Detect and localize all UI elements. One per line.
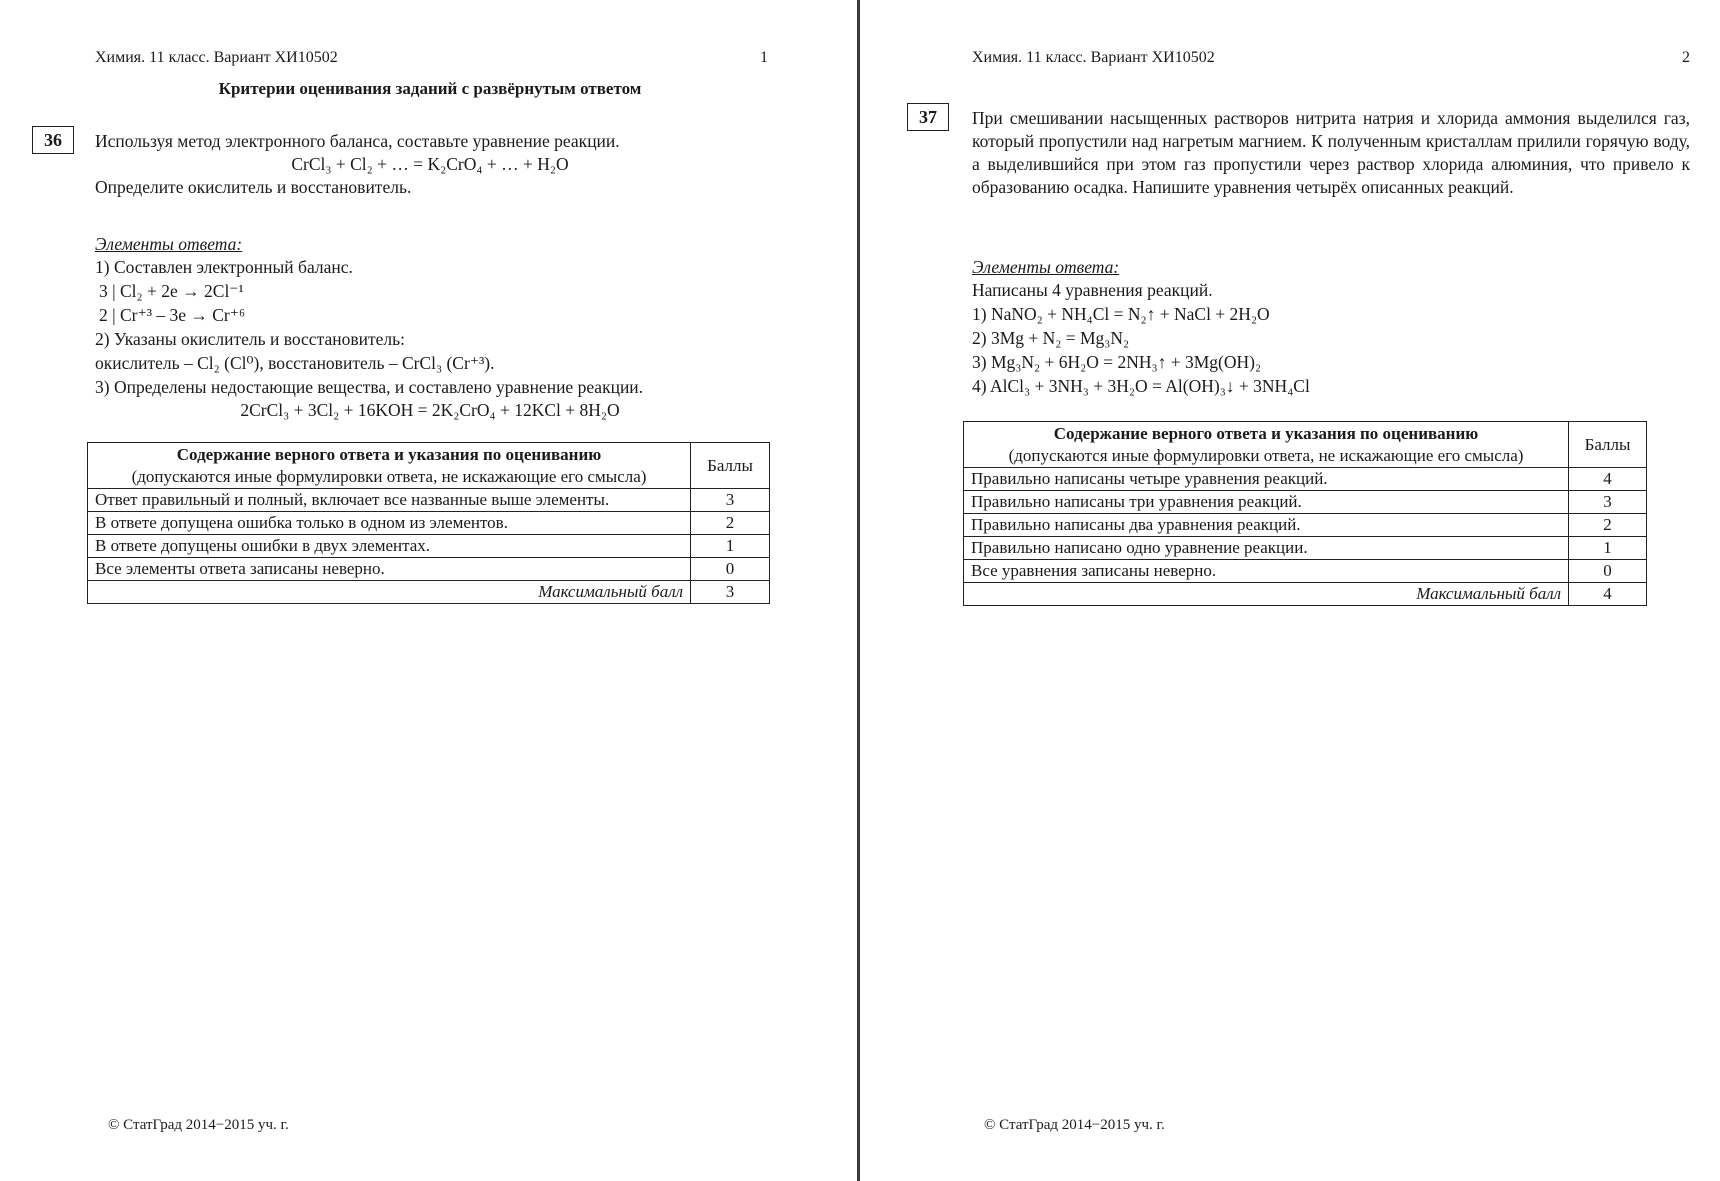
max-score-value: 4 bbox=[1569, 583, 1647, 606]
equation-line: 2) 3Mg + N₂ = Mg₃N₂ bbox=[972, 328, 1130, 348]
task-number-box: 36 bbox=[32, 126, 74, 154]
header-note: (допускаются иные формулировки ответа, не искажающие его смысла) bbox=[1008, 446, 1524, 465]
equation-line: 3) Mg₃N₂ + 6H₂O = 2NH₃↑ + 3Mg(OH)₂ bbox=[972, 352, 1262, 372]
max-score-label: Максимальный балл bbox=[88, 581, 691, 604]
answer-equation: 2CrCl₃ + 3Cl₂ + 16KOH = 2K₂CrO₄ + 12KCl + 8H₂O bbox=[240, 400, 620, 420]
page-number: 2 bbox=[1682, 49, 1690, 66]
row-text: В ответе допущены ошибки в двух элементах. bbox=[88, 535, 691, 558]
footer: © СтатГрад 2014−2015 уч. г. bbox=[108, 1117, 289, 1133]
max-score-row bbox=[964, 583, 1647, 606]
task-number-box: 37 bbox=[907, 103, 949, 131]
table-row bbox=[964, 560, 1647, 583]
table-row bbox=[88, 558, 770, 581]
left-page bbox=[0, 0, 858, 1181]
header-content-cell bbox=[964, 422, 1569, 468]
criteria-table bbox=[87, 442, 770, 604]
criteria-table bbox=[963, 421, 1647, 606]
row-text: Правильно написаны четыре уравнения реакций. bbox=[964, 468, 1569, 491]
table-row bbox=[964, 468, 1647, 491]
max-score-row bbox=[88, 581, 770, 604]
equation-line: 1) NaNO₂ + NH₄Cl = N₂↑ + NaCl + 2H₂O bbox=[972, 304, 1270, 324]
page-title: Критерии оценивания заданий с развёрнутым ответом bbox=[218, 79, 642, 98]
row-text: Правильно написаны три уравнения реакций. bbox=[964, 491, 1569, 514]
table-row bbox=[964, 514, 1647, 537]
header-note: (допускаются иные формулировки ответа, не искажающие его смысла) bbox=[131, 467, 647, 486]
answer-line: 1) Составлен электронный баланс. bbox=[95, 257, 353, 277]
row-score: 3 bbox=[1569, 491, 1647, 514]
row-text: Все элементы ответа записаны неверно. bbox=[88, 558, 691, 581]
page-header: Химия. 11 класс. Вариант ХИ10502 bbox=[95, 49, 338, 66]
header-bold: Содержание верного ответа и указания по оцениванию bbox=[176, 445, 602, 464]
header-content-cell bbox=[88, 443, 691, 489]
max-score-label: Максимальный балл bbox=[964, 583, 1569, 606]
right-page bbox=[862, 0, 1720, 1181]
row-text: Правильно написаны два уравнения реакций. bbox=[964, 514, 1569, 537]
header-score-cell: Баллы bbox=[691, 443, 770, 489]
table-row bbox=[964, 537, 1647, 560]
table-row bbox=[88, 512, 770, 535]
answer-line: 2 | Cr⁺³ – 3e → Cr⁺⁶ bbox=[99, 305, 246, 325]
equation-line: 4) AlCl₃ + 3NH₃ + 3H₂O = Al(OH)₃↓ + 3NH₄Cl bbox=[972, 376, 1310, 396]
task-text: При смешивании насыщенных растворов нитрита натрия и хлорида аммония выделился газ, который пропустили над нагретым магнием. К полученным кристаллам прилили горячую воду, а выделившийся при этом газ пропустили через раствор хлорида алюминия, что привело к образованию осадка. Напишите уравнения четырёх описанных реакций. bbox=[972, 108, 1690, 197]
page-header: Химия. 11 класс. Вариант ХИ10502 bbox=[972, 49, 1215, 66]
header-score-cell: Баллы bbox=[1569, 422, 1647, 468]
row-score: 3 bbox=[691, 489, 770, 512]
elements-label: Элементы ответа: bbox=[95, 234, 243, 254]
row-text: Ответ правильный и полный, включает все названные выше элементы. bbox=[88, 489, 691, 512]
row-score: 2 bbox=[691, 512, 770, 535]
table-row bbox=[88, 535, 770, 558]
row-score: 1 bbox=[691, 535, 770, 558]
answer-line: окислитель – Cl₂ (Cl⁰), восстановитель – CrCl₃ (Cr⁺³). bbox=[95, 353, 495, 373]
row-score: 0 bbox=[691, 558, 770, 581]
page-number: 1 bbox=[760, 49, 768, 66]
row-score: 4 bbox=[1569, 468, 1647, 491]
row-score: 1 bbox=[1569, 537, 1647, 560]
answer-line: 3) Определены недостающие вещества, и составлено уравнение реакции. bbox=[95, 377, 644, 397]
table-row bbox=[88, 489, 770, 512]
max-score-value: 3 bbox=[691, 581, 770, 604]
page-divider bbox=[857, 0, 860, 1181]
table-header-row bbox=[964, 422, 1647, 468]
header-bold: Содержание верного ответа и указания по оцениванию bbox=[1053, 424, 1479, 443]
table-header-row bbox=[88, 443, 770, 489]
row-score: 0 bbox=[1569, 560, 1647, 583]
row-score: 2 bbox=[1569, 514, 1647, 537]
answer-intro: Написаны 4 уравнения реакций. bbox=[972, 280, 1213, 300]
answer-line: 2) Указаны окислитель и восстановитель: bbox=[95, 329, 405, 349]
row-text: В ответе допущена ошибка только в одном из элементов. bbox=[88, 512, 691, 535]
task-equation: CrCl₃ + Cl₂ + … = K₂CrO₄ + … + H₂O bbox=[291, 154, 569, 174]
row-text: Правильно написано одно уравнение реакции. bbox=[964, 537, 1569, 560]
row-text: Все уравнения записаны неверно. bbox=[964, 560, 1569, 583]
footer: © СтатГрад 2014−2015 уч. г. bbox=[984, 1117, 1165, 1133]
table-row bbox=[964, 491, 1647, 514]
task-text-2: Определите окислитель и восстановитель. bbox=[95, 177, 412, 197]
answer-line: 3 | Cl₂ + 2e → 2Cl⁻¹ bbox=[99, 281, 244, 301]
task-text: Используя метод электронного баланса, составьте уравнение реакции. bbox=[95, 131, 620, 151]
elements-label: Элементы ответа: bbox=[972, 257, 1120, 277]
